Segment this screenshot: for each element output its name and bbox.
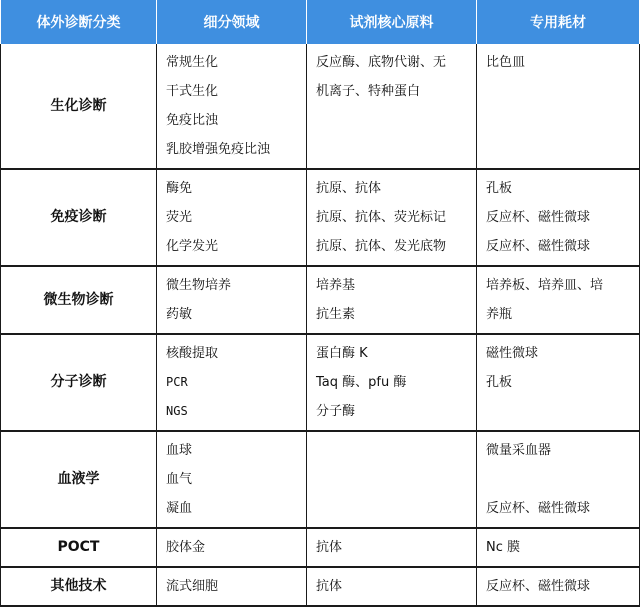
subfield-item: NGS: [166, 404, 188, 418]
subfield-cell: [157, 567, 307, 606]
consumables-item: 培养板、培养皿、培: [486, 278, 604, 293]
category-cell: 血液学: [1, 431, 157, 528]
consumables-item: 反应杯、磁性微球: [486, 579, 591, 594]
table-row: [1, 169, 640, 266]
category-cell: 微生物诊断: [1, 266, 157, 334]
consumables-cell: [477, 567, 640, 606]
subfield-item: 流式细胞: [166, 579, 219, 594]
subfield-item: 血气: [166, 472, 193, 487]
header-category: 体外诊断分类: [1, 0, 157, 44]
consumables-item: 比色皿: [486, 55, 526, 70]
consumables-cell: [477, 528, 640, 567]
table-row: [1, 44, 640, 169]
subfield-cell: [157, 528, 307, 567]
subfield-cell: [157, 266, 307, 334]
header-subfield: 细分领域: [157, 0, 307, 44]
materials-cell: [307, 44, 477, 169]
subfield-item: 化学发光: [166, 239, 219, 254]
consumables-cell: [477, 169, 640, 266]
materials-item: 培养基: [316, 278, 356, 293]
subfield-item: 药敏: [166, 307, 193, 322]
consumables-cell: [477, 44, 640, 169]
materials-item: 分子酶: [316, 404, 356, 419]
materials-cell: [307, 567, 477, 606]
materials-cell: [307, 334, 477, 431]
materials-item: 反应酶、底物代谢、无: [316, 55, 447, 70]
subfield-item: 凝血: [166, 501, 193, 516]
consumables-spacer: [486, 465, 639, 494]
subfield-item: 乳胶增强免疫比浊: [166, 142, 271, 157]
subfield-item: 免疫比浊: [166, 113, 219, 128]
materials-item: 抗生素: [316, 307, 356, 322]
header-materials: 试剂核心原料: [307, 0, 477, 44]
table-row: [1, 567, 640, 606]
consumables-item: 孔板: [486, 375, 513, 390]
category-cell: 生化诊断: [1, 44, 157, 169]
subfield-item: 胶体金: [166, 540, 206, 555]
consumables-item: 微量采血器: [486, 443, 552, 458]
subfield-item: 荧光: [166, 210, 193, 225]
table-row: [1, 334, 640, 431]
consumables-cell: [477, 334, 640, 431]
table-row: [1, 266, 640, 334]
materials-item: 抗体: [316, 540, 343, 555]
materials-cell: [307, 431, 477, 528]
materials-item: Taq 酶、pfu 酶: [316, 375, 407, 390]
subfield-item: 微生物培养: [166, 278, 232, 293]
materials-cell: [307, 528, 477, 567]
category-cell: 分子诊断: [1, 334, 157, 431]
subfield-item: PCR: [166, 375, 188, 389]
materials-cell: [307, 266, 477, 334]
materials-item: 抗原、抗体、荧光标记: [316, 210, 447, 225]
subfield-item: 常规生化: [166, 55, 219, 70]
table-row: [1, 528, 640, 567]
consumables-item: 磁性微球: [486, 346, 539, 361]
category-cell: 其他技术: [1, 567, 157, 606]
subfield-cell: [157, 431, 307, 528]
subfield-item: 酶免: [166, 181, 193, 196]
consumables-item: Nc 膜: [486, 540, 521, 555]
category-cell: POCT: [1, 528, 157, 567]
subfield-cell: [157, 334, 307, 431]
header-row: [1, 0, 640, 44]
subfield-cell: [157, 44, 307, 169]
consumables-item: 孔板: [486, 181, 513, 196]
consumables-item: 反应杯、磁性微球: [486, 210, 591, 225]
materials-item: 抗体: [316, 579, 343, 594]
materials-item: 抗原、抗体、发光底物: [316, 239, 447, 254]
header-consumables: 专用耗材: [477, 0, 640, 44]
consumables-cell: [477, 266, 640, 334]
consumables-item: 反应杯、磁性微球: [486, 501, 591, 516]
consumables-cell: [477, 431, 640, 528]
table-row: [1, 431, 640, 528]
consumables-item: 反应杯、磁性微球: [486, 239, 591, 254]
consumables-item: 养瓶: [486, 307, 513, 322]
materials-item: 抗原、抗体: [316, 181, 382, 196]
subfield-item: 血球: [166, 443, 193, 458]
subfield-item: 干式生化: [166, 84, 219, 99]
category-cell: 免疫诊断: [1, 169, 157, 266]
materials-cell: [307, 169, 477, 266]
subfield-item: 核酸提取: [166, 346, 219, 361]
materials-item: 蛋白酶 K: [316, 346, 368, 361]
subfield-cell: [157, 169, 307, 266]
materials-item: 机离子、特种蛋白: [316, 84, 421, 99]
